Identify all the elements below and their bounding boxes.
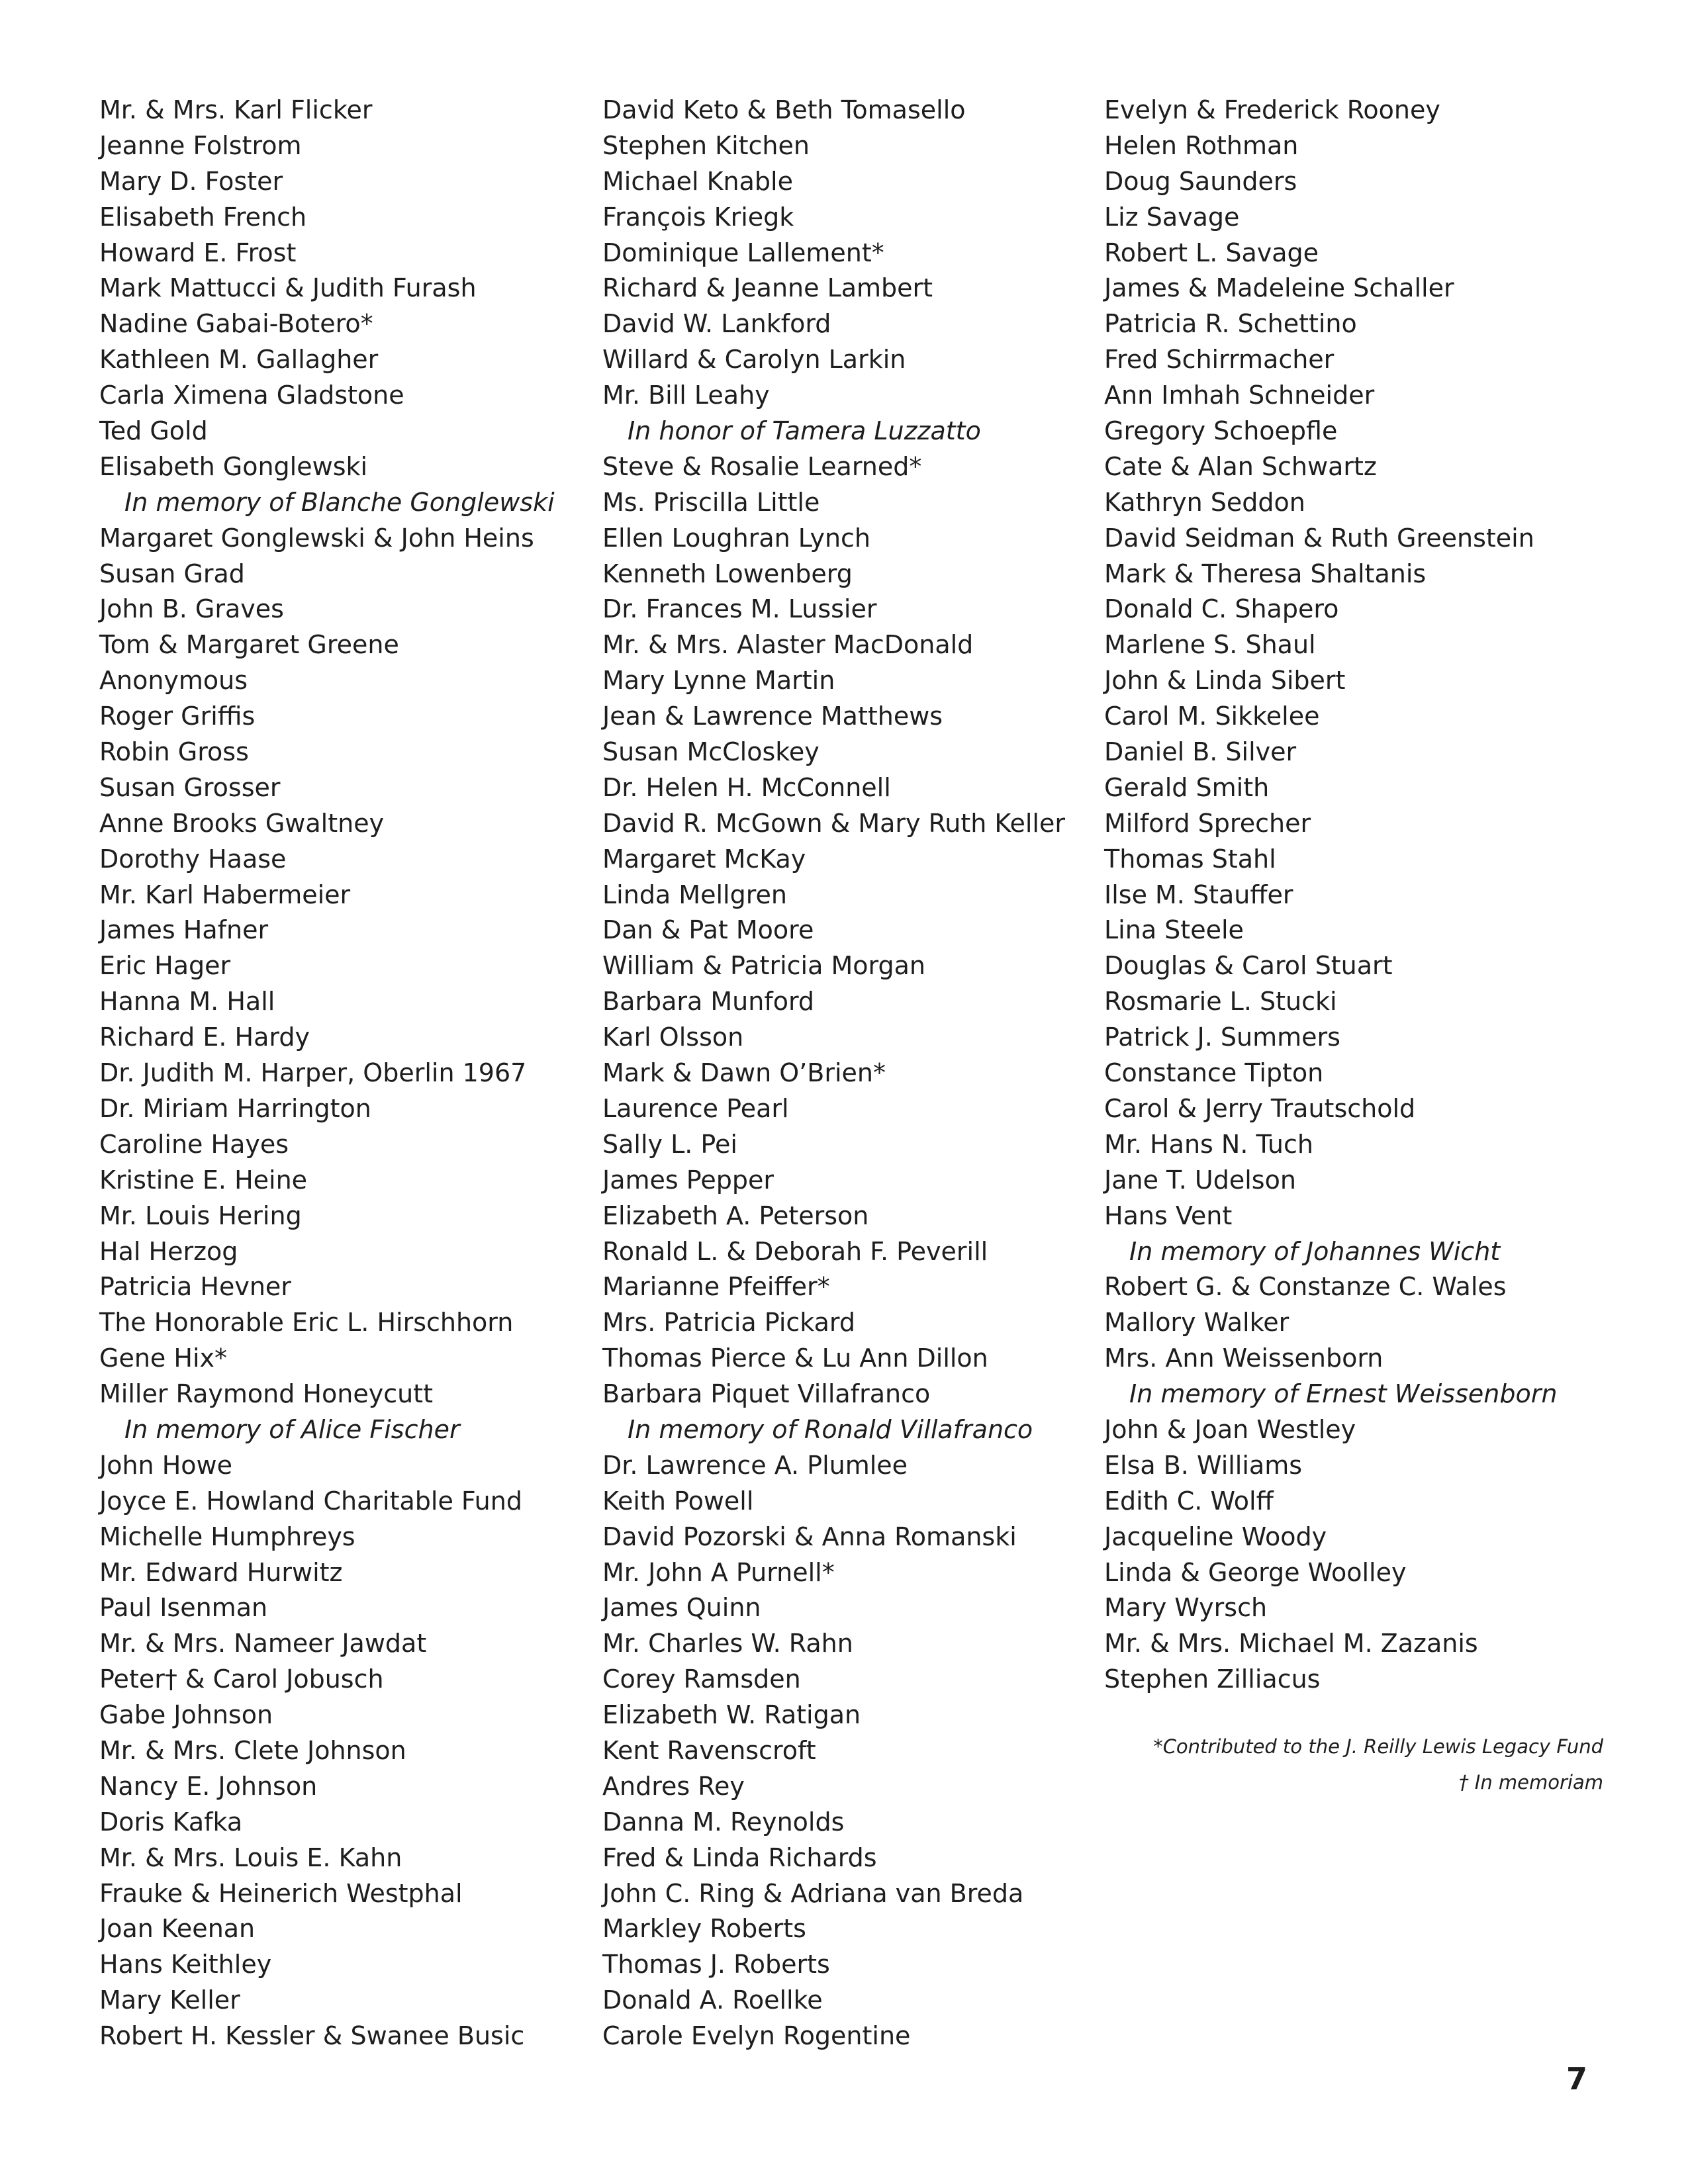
donor-name: James Quinn <box>602 1593 761 1623</box>
donor-name: Paul Isenman <box>99 1593 268 1623</box>
donor-name: Mrs. Ann Weissenborn <box>1104 1343 1383 1373</box>
donor-name: James Hafner <box>99 915 269 945</box>
donor-name: Hans Vent <box>1104 1201 1233 1230</box>
donor-name: Liz Savage <box>1104 202 1240 232</box>
donor-name: Mr. & Mrs. Louis E. Kahn <box>99 1843 402 1872</box>
donor-column-2 <box>602 93 1079 2054</box>
donor-name: Mr. Charles W. Rahn <box>602 1629 853 1659</box>
donor-name: Carol & Jerry Trautschold <box>1104 1093 1416 1123</box>
donor-name: Donald A. Roellke <box>602 1985 823 2015</box>
tribute-note: In memory of Ernest Weissenborn <box>1129 1379 1558 1409</box>
donor-name: Anonymous <box>99 666 248 696</box>
donor-name: Caroline Hayes <box>99 1129 289 1159</box>
donor-name: Mr. Karl Habermeier <box>99 880 351 909</box>
donor-name: Mary Lynne Martin <box>602 666 835 696</box>
donor-name: Michelle Humphreys <box>99 1522 355 1551</box>
page-number: 7 <box>1566 2061 1587 2097</box>
donor-name: James & Madeleine Schaller <box>1104 273 1454 303</box>
donor-name: Donald C. Shapero <box>1104 594 1339 624</box>
donor-name: John B. Graves <box>99 594 284 624</box>
donor-name: Gregory Schoepfle <box>1104 416 1338 446</box>
donor-name: Margaret Gonglewski & John Heins <box>99 523 534 553</box>
donor-name: Michael Knable <box>602 166 793 196</box>
donor-name: The Honorable Eric L. Hirschhorn <box>99 1308 514 1338</box>
donor-name: Linda & George Woolley <box>1104 1557 1407 1587</box>
tribute-note: In memory of Blanche Gonglewski <box>124 487 555 517</box>
donor-name: Hal Herzog <box>99 1236 238 1266</box>
donor-name: Kristine E. Heine <box>99 1165 308 1195</box>
tribute-note: In memory of Johannes Wicht <box>1129 1236 1501 1266</box>
donor-name: Dorothy Haase <box>99 844 287 874</box>
donor-name: Margaret McKay <box>602 844 806 874</box>
donor-name: Anne Brooks Gwaltney <box>99 808 385 838</box>
donor-name: Steve & Rosalie Learned* <box>602 451 922 481</box>
donor-name: Robin Gross <box>99 737 249 767</box>
donor-name: Marianne Pfeiffer* <box>602 1272 830 1302</box>
donor-name: François Kriegk <box>602 202 794 232</box>
donor-name: William & Patricia Morgan <box>602 951 925 981</box>
donor-name: Joan Keenan <box>99 1914 256 1944</box>
donor-name: Mr. & Mrs. Karl Flicker <box>99 95 373 124</box>
donor-name: Hanna M. Hall <box>99 987 275 1017</box>
donor-name: Susan Grosser <box>99 772 281 802</box>
donor-name: Thomas Pierce & Lu Ann Dillon <box>602 1343 988 1373</box>
donor-name: Doris Kafka <box>99 1807 243 1837</box>
donor-name: Barbara Munford <box>602 987 815 1017</box>
donor-name: Mary Wyrsch <box>1104 1593 1268 1623</box>
donor-name: Mr. John A Purnell* <box>602 1557 835 1587</box>
donor-name: Elisabeth Gonglewski <box>99 451 368 481</box>
donor-name: Kathryn Seddon <box>1104 487 1305 517</box>
donor-name: Ms. Priscilla Little <box>602 487 820 517</box>
donor-name: John & Joan Westley <box>1104 1414 1356 1444</box>
donor-name: Elizabeth W. Ratigan <box>602 1700 861 1730</box>
donor-name: Robert H. Kessler & Swanee Busic <box>99 2021 525 2051</box>
tribute-note: In honor of Tamera Luzzatto <box>628 416 981 446</box>
donor-name: Mr. Louis Hering <box>99 1201 302 1230</box>
donor-name: Mr. Hans N. Tuch <box>1104 1129 1313 1159</box>
donor-name: David Pozorski & Anna Romanski <box>602 1522 1017 1551</box>
donor-name: Corey Ramsden <box>602 1664 801 1694</box>
donor-name: Jeanne Folstrom <box>99 130 302 160</box>
donor-name: Mark & Dawn O’Brien* <box>602 1058 886 1088</box>
donor-name: Milford Sprecher <box>1104 808 1311 838</box>
donor-name: Mr. Bill Leahy <box>602 381 770 410</box>
donor-name: Edith C. Wolff <box>1104 1486 1274 1516</box>
donor-name: Mary D. Foster <box>99 166 283 196</box>
donor-name: Thomas J. Roberts <box>602 1950 830 1979</box>
donor-name: Mr. & Mrs. Michael M. Zazanis <box>1104 1629 1478 1659</box>
donor-name: Mark & Theresa Shaltanis <box>1104 559 1427 588</box>
donor-name: Dan & Pat Moore <box>602 915 814 945</box>
donor-name: Joyce E. Howland Charitable Fund <box>99 1486 522 1516</box>
donor-name: Daniel B. Silver <box>1104 737 1297 767</box>
donor-name: Dr. Lawrence A. Plumlee <box>602 1450 908 1480</box>
donor-name: Kent Ravenscroft <box>602 1735 816 1765</box>
donor-name: Mrs. Patricia Pickard <box>602 1308 855 1338</box>
donor-name: Mr. & Mrs. Alaster MacDonald <box>602 630 974 660</box>
donor-name: Markley Roberts <box>602 1914 806 1944</box>
donor-name: Roger Griffis <box>99 702 256 731</box>
donor-name: Elizabeth A. Peterson <box>602 1201 869 1230</box>
donor-name: Kenneth Lowenberg <box>602 559 853 588</box>
footnotes <box>1153 1729 1603 1800</box>
donor-name: Susan Grad <box>99 559 245 588</box>
donor-name: Evelyn & Frederick Rooney <box>1104 95 1440 124</box>
donor-name: Nancy E. Johnson <box>99 1771 318 1801</box>
donor-name: Hans Keithley <box>99 1950 272 1979</box>
donor-name: Patricia Hevner <box>99 1272 291 1302</box>
donor-name: Mr. & Mrs. Clete Johnson <box>99 1735 406 1765</box>
donor-name: Danna M. Reynolds <box>602 1807 845 1837</box>
donor-name: Gene Hix* <box>99 1343 227 1373</box>
donor-name: Dr. Miriam Harrington <box>99 1093 371 1123</box>
donor-name: Dr. Helen H. McConnell <box>602 772 891 802</box>
donor-name: Dr. Frances M. Lussier <box>602 594 877 624</box>
donor-name: Ellen Loughran Lynch <box>602 523 871 553</box>
donor-name: Ronald L. & Deborah F. Peverill <box>602 1236 988 1266</box>
donor-name: Thomas Stahl <box>1104 844 1276 874</box>
donor-name: James Pepper <box>602 1165 774 1195</box>
donor-name: Ilse M. Stauffer <box>1104 880 1293 909</box>
donor-name: Susan McCloskey <box>602 737 820 767</box>
donor-name: Linda Mellgren <box>602 880 787 909</box>
donor-name: Nadine Gabai-Botero* <box>99 309 373 339</box>
donor-name: Jane T. Udelson <box>1104 1165 1296 1195</box>
donor-name: Marlene S. Shaul <box>1104 630 1316 660</box>
donor-name: Richard & Jeanne Lambert <box>602 273 933 303</box>
donor-name: Fred Schirrmacher <box>1104 345 1335 375</box>
donor-name: Mr. Edward Hurwitz <box>99 1557 343 1587</box>
donor-name: Laurence Pearl <box>602 1093 789 1123</box>
tribute-note: In memory of Ronald Villafranco <box>628 1414 1033 1444</box>
donor-name: Mr. & Mrs. Nameer Jawdat <box>99 1629 427 1659</box>
donor-name: Jean & Lawrence Matthews <box>602 702 943 731</box>
donor-name: Karl Olsson <box>602 1023 744 1052</box>
donor-name: Elsa B. Williams <box>1104 1450 1303 1480</box>
donor-name: Carla Ximena Gladstone <box>99 381 404 410</box>
donor-name: Patricia R. Schettino <box>1104 309 1357 339</box>
donor-name: Robert G. & Constanze C. Wales <box>1104 1272 1507 1302</box>
donor-name: Ann Imhah Schneider <box>1104 381 1375 410</box>
donor-name: John Howe <box>99 1450 232 1480</box>
donor-name: Mallory Walker <box>1104 1308 1289 1338</box>
donor-name: Jacqueline Woody <box>1104 1522 1327 1551</box>
donor-name: Carol M. Sikkelee <box>1104 702 1320 731</box>
donor-name: Barbara Piquet Villafranco <box>602 1379 931 1409</box>
donor-name: Elisabeth French <box>99 202 307 232</box>
donor-name: David Seidman & Ruth Greenstein <box>1104 523 1534 553</box>
donor-name: Rosmarie L. Stucki <box>1104 987 1337 1017</box>
donor-name: Lina Steele <box>1104 915 1244 945</box>
donor-name: Andres Rey <box>602 1771 745 1801</box>
donor-name: Carole Evelyn Rogentine <box>602 2021 911 2051</box>
donor-name: Frauke & Heinerich Westphal <box>99 1878 463 1908</box>
donor-name: Fred & Linda Richards <box>602 1843 877 1872</box>
donor-name: Constance Tipton <box>1104 1058 1324 1088</box>
donor-name: Howard E. Frost <box>99 238 297 267</box>
donor-name: Mark Mattucci & Judith Furash <box>99 273 477 303</box>
donor-name: Gabe Johnson <box>99 1700 273 1730</box>
donor-name: Willard & Carolyn Larkin <box>602 345 906 375</box>
footnote-legacy-fund: *Contributed to the J. Reilly Lewis Legacy Fund <box>1153 1735 1603 1758</box>
tribute-note: In memory of Alice Fischer <box>124 1414 460 1444</box>
donor-name: Miller Raymond Honeycutt <box>99 1379 433 1409</box>
donor-name: John & Linda Sibert <box>1104 666 1346 696</box>
donor-name: Gerald Smith <box>1104 772 1270 802</box>
donor-name: Dr. Judith M. Harper, Oberlin 1967 <box>99 1058 527 1088</box>
donor-name: Richard E. Hardy <box>99 1023 310 1052</box>
donor-column-1 <box>99 93 576 2054</box>
donor-name: Stephen Zilliacus <box>1104 1664 1321 1694</box>
donor-name: Helen Rothman <box>1104 130 1299 160</box>
donor-name: David Keto & Beth Tomasello <box>602 95 966 124</box>
footnote-in-memoriam: † In memoriam <box>1459 1771 1603 1794</box>
donor-name: Doug Saunders <box>1104 166 1297 196</box>
donor-name: Mary Keller <box>99 1985 240 2015</box>
donor-name: Douglas & Carol Stuart <box>1104 951 1393 981</box>
donor-name: Eric Hager <box>99 951 231 981</box>
donor-name: Peter† & Carol Jobusch <box>99 1664 384 1694</box>
donor-name: Tom & Margaret Greene <box>99 630 399 660</box>
donor-column-3 <box>1104 93 1594 1698</box>
donor-name: Robert L. Savage <box>1104 238 1319 267</box>
donor-name: John C. Ring & Adriana van Breda <box>602 1878 1024 1908</box>
donor-name: Dominique Lallement* <box>602 238 884 267</box>
donor-name: Sally L. Pei <box>602 1129 737 1159</box>
donor-name: Ted Gold <box>99 416 208 446</box>
donor-name: Patrick J. Summers <box>1104 1023 1340 1052</box>
donor-name: David W. Lankford <box>602 309 831 339</box>
donor-name: Kathleen M. Gallagher <box>99 345 379 375</box>
donor-name: Keith Powell <box>602 1486 754 1516</box>
donor-name: Cate & Alan Schwartz <box>1104 451 1377 481</box>
donor-name: Stephen Kitchen <box>602 130 810 160</box>
donor-name: David R. McGown & Mary Ruth Keller <box>602 808 1065 838</box>
